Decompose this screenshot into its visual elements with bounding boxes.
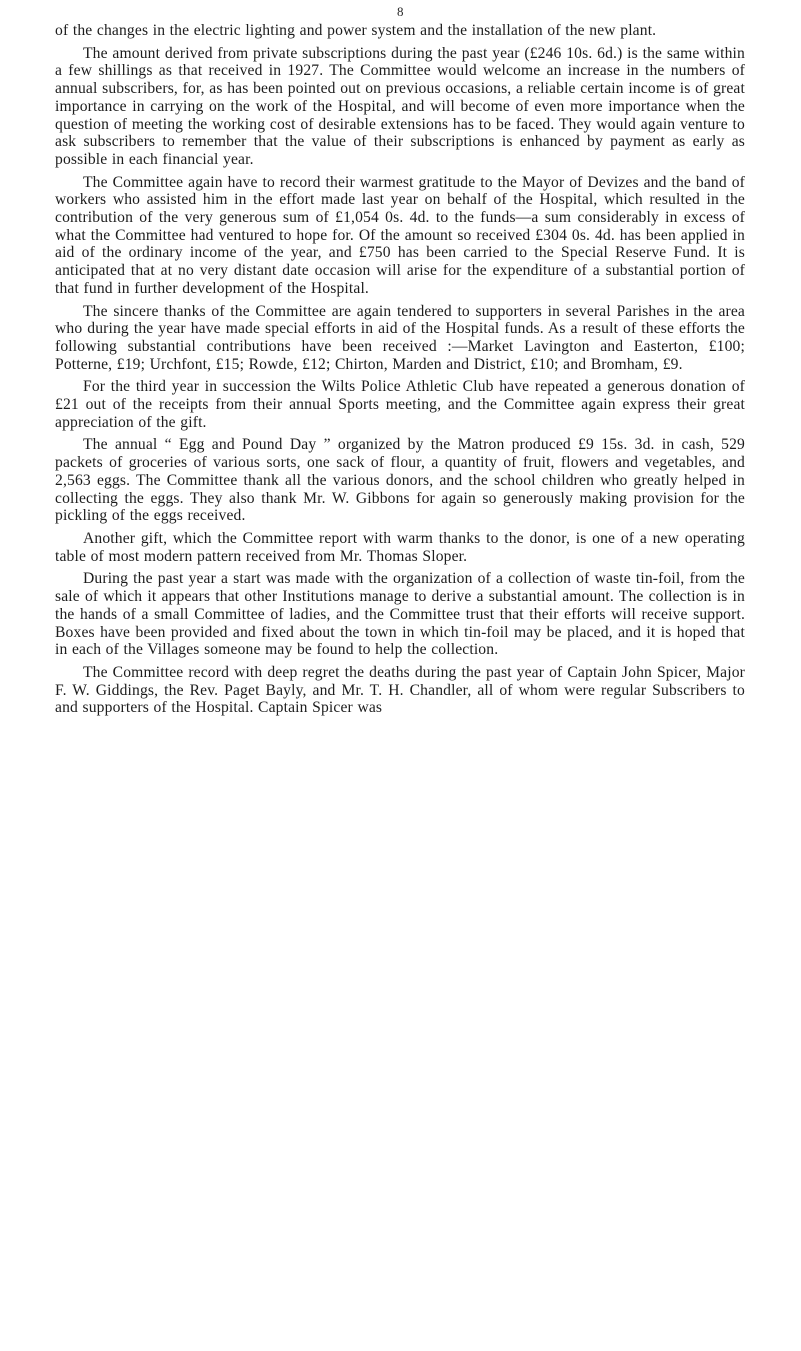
paragraph-operating-table-gift: Another gift, which the Committee report with warm thanks to the donor, is one of a new operating table of most modern pattern received from Mr. Thomas Sloper. [55, 529, 745, 565]
paragraph-egg-and-pound-day: The annual “ Egg and Pound Day ” organized by the Matron produced £9 15s. 3d. in cash, 529 packets of groceries of various sorts, one sack of flour, a quantity of fruit, flowers and vegetables, and 2,563 eggs. The Committee thank all the various donors, and the school children who greatly helped in collecting the eggs. They also thank Mr. W. Gibbons for again so generously making provision for the pickling of the eggs received. [55, 436, 745, 525]
paragraph-mayor-gratitude: The Committee again have to record their warmest gratitude to the Mayor of Devizes and the band of workers who assisted him in the effort made last year on behalf of the Hospital, which resulted in the contribution of the very generous sum of £1,054 0s. 4d. to the funds—a sum considerably in excess of what the Committee had ventured to hope for. Of the amount so received £304 0s. 4d. has been applied in aid of the ordinary income of the year, and £750 has been carried to the Special Reserve Fund. It is anticipated that at no very distant date occasion will arise for the expenditure of a substantial portion of that fund in further development of the Hospital. [55, 173, 745, 297]
page-number: 8 [397, 4, 404, 19]
body-text [55, 22, 745, 722]
paragraph-police-athletic-club: For the third year in succession the Wilts Police Athletic Club have repeated a generous donation of £21 out of the receipts from their annual Sports meeting, and the Committee again express their great appreciation of the gift. [55, 378, 745, 431]
paragraph-tin-foil-collection: During the past year a start was made with the organization of a collection of waste tin-foil, from the sale of which it appears that other Institutions manage to derive a substantial amount. The collection is in the hands of a small Committee of ladies, and the Committee trust that their efforts will receive support. Boxes have been provided and fixed about the town in which tin-foil may be placed, and it is hoped that in each of the Villages someone may be found to help the collection. [55, 570, 745, 659]
paragraph-parish-thanks: The sincere thanks of the Committee are again tendered to supporters in several Parishes in the area who during the year have made special efforts in aid of the Hospital funds. As a result of these efforts the following substantial contributions have been received :—Market Lavington and Easterton, £100; Potterne, £19; Urchfont, £15; Rowde, £12; Chirton, Marden and District, £10; and Bromham, £9. [55, 302, 745, 373]
paragraph-deaths-regret: The Committee record with deep regret the deaths during the past year of Captain John Spicer, Major F. W. Giddings, the Rev. Paget Bayly, and Mr. T. H. Chandler, all of whom were regular Subscribers to and supporters of the Hospital. Captain Spicer was [55, 663, 745, 717]
paragraph-lighting-continuation: of the changes in the electric lighting and power system and the installation of the new plant. [55, 22, 657, 39]
paragraph-subscriptions: The amount derived from private subscriptions during the past year (£246 10s. 6d.) is the same within a few shillings as that received in 1927. The Committee would welcome an increase in the numbers of annual subscribers, for, as has been pointed out on previous occasions, a reliable certain income is of great importance in carrying on the work of the Hospital, and will become of even more importance when the question of meeting the working cost of desirable extensions has to be faced. They would again venture to ask subscribers to remember that the value of their subscriptions is enhanced by payment as early as possible in each financial year. [55, 44, 745, 168]
